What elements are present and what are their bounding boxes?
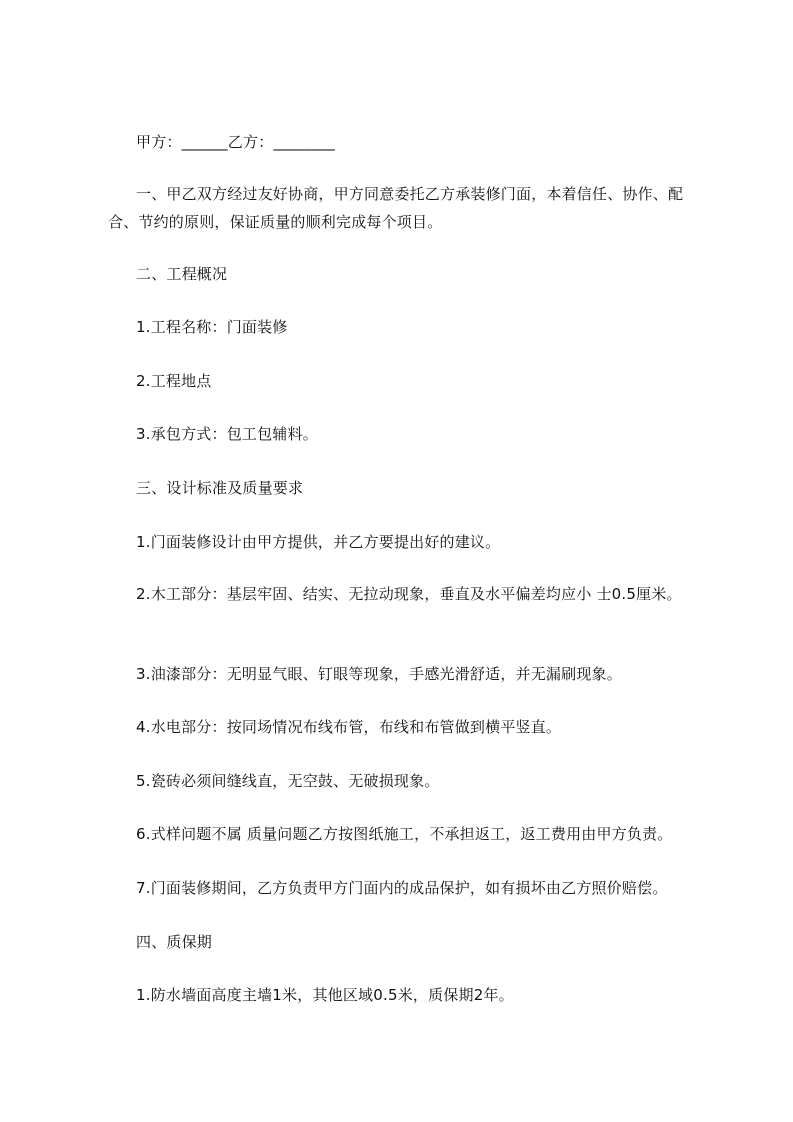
s2-item-1: 1.工程名称：门面装修 — [136, 318, 288, 336]
s3-item-1: 1.门面装修设计由甲方提供，并乙方要提出好的建议。 — [136, 533, 501, 551]
s3-item-6: 6.式样问题不属 质量问题乙方按图纸施工，不承担返工，返工费用由甲方负责。 — [136, 825, 673, 843]
s3-item-4: 4.水电部分：按同场情况布线布管，布线和布管做到横平竖直。 — [136, 718, 562, 736]
s2-item-3: 3.承包方式：包工包辅料。 — [136, 425, 318, 443]
s4-item-1: 1.防水墙面高度主墙1米，其他区域0.5米，质保期2年。 — [136, 986, 514, 1004]
s2-item-2: 2.工程地点 — [136, 372, 212, 390]
section-3-heading: 三、设计标准及质量要求 — [136, 479, 304, 497]
s3-item-7: 7.门面装修期间，乙方负责甲方门面内的成品保护，如有损坏由乙方照价赔偿。 — [136, 879, 668, 897]
section-4-heading: 四、质保期 — [136, 933, 213, 951]
parties-line: 甲方：______乙方：________ — [136, 133, 336, 151]
section-2-heading: 二、工程概况 — [136, 265, 228, 283]
s3-item-5: 5.瓷砖必须间缝线直，无空鼓、无破损现象。 — [136, 772, 440, 790]
s3-item-2: 2.木工部分：基层牢固、结实、无拉动现象，垂直及水平偏差均应小 士0.5厘米。 — [136, 585, 682, 603]
s3-item-3: 3.油漆部分：无明显气眼、钉眼等现象，手感光滑舒适，并无漏刷现象。 — [136, 665, 622, 683]
clause-1-paragraph: 一、甲乙双方经过友好协商，甲方同意委托乙方承装修门面，本着信任、协作、配合、节约的原则，保证质量的顺利完成每个项目。 — [108, 185, 684, 231]
